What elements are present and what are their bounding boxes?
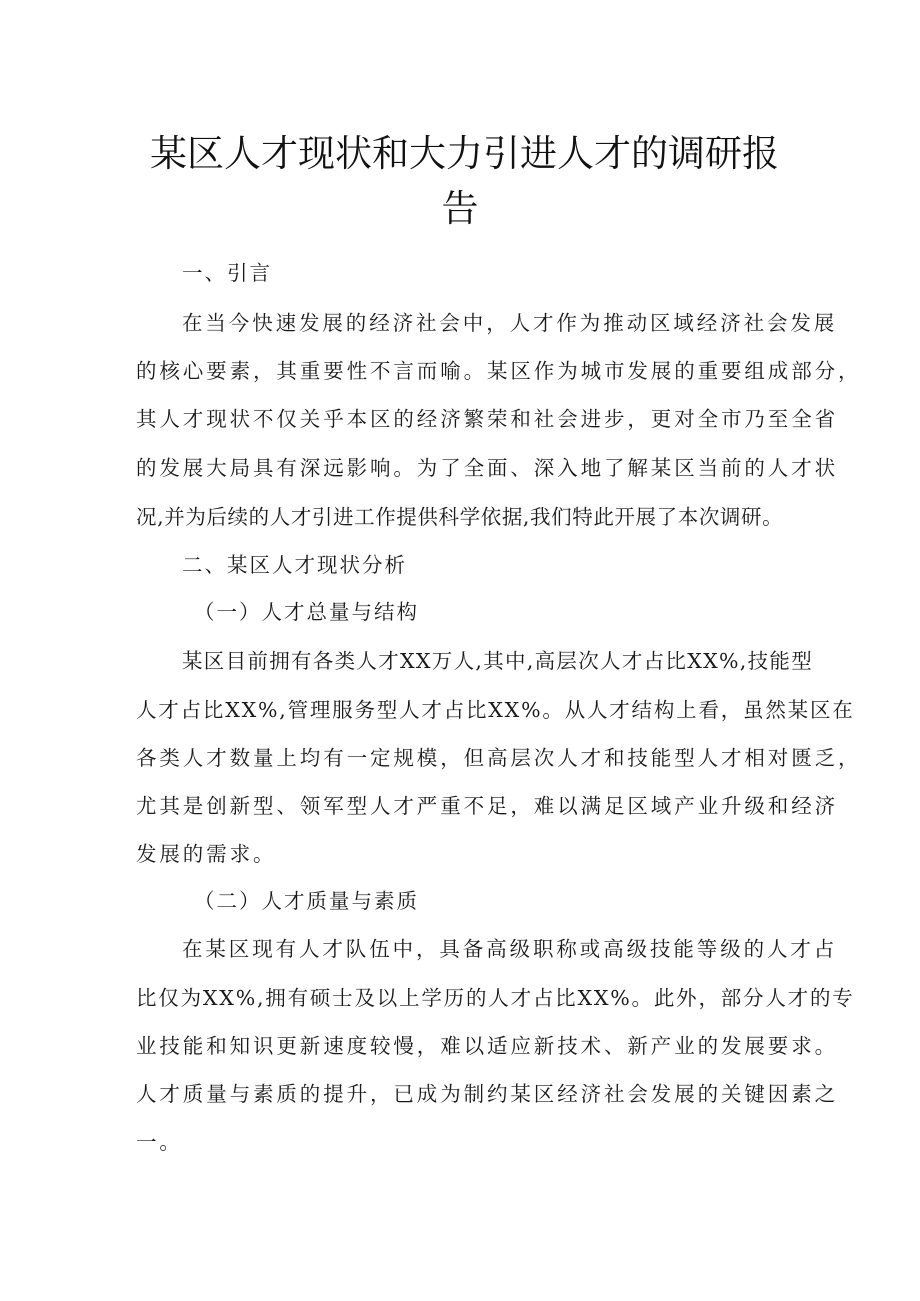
paragraph-line: 尤其是创新型、领军型人才严重不足，难以满足区域产业升级和经济	[136, 794, 838, 818]
section-heading-analysis: 二、某区人才现状分析	[182, 553, 407, 577]
paragraph-line: 某区目前拥有各类人才XX万人,其中,高层次人才占比XX%,技能型	[182, 649, 814, 673]
section-heading-introduction: 一、引言	[182, 261, 272, 285]
paragraph-line: 业技能和知识更新速度较慢，难以适应新技术、新产业的发展要求。	[136, 1034, 838, 1058]
paragraph-line: 比仅为XX%,拥有硕士及以上学历的人才占比XX%。此外，部分人才的专	[136, 986, 855, 1010]
paragraph-line: 人才占比XX%,管理服务型人才占比XX%。从人才结构上看，虽然某区在	[136, 698, 855, 722]
paragraph-line: 的发展大局具有深远影响。为了全面、深入地了解某区当前的人才状	[136, 456, 838, 480]
paragraph-line: 人才质量与素质的提升，已成为制约某区经济社会发展的关键因素之	[136, 1082, 838, 1106]
paragraph-line: 的核心要素，其重要性不言而喻。某区作为城市发展的重要组成部分，	[136, 359, 862, 383]
title-line-1: 某区人才现状和大力引进人才的调研报	[150, 132, 779, 175]
subsection-heading-total-structure: （一）人才总量与结构	[194, 600, 419, 624]
title-line-2: 告	[441, 187, 479, 230]
paragraph-line: 一。	[136, 1130, 183, 1154]
subsection-heading-quality: （二）人才质量与素质	[194, 889, 419, 913]
paragraph-line: 各类人才数量上均有一定规模，但高层次人才和技能型人才相对匮乏，	[136, 746, 862, 770]
paragraph-line: 在当今快速发展的经济社会中，人才作为推动区域经济社会发展	[182, 311, 838, 335]
paragraph-line: 其人才现状不仅关乎本区的经济繁荣和社会进步，更对全市乃至全省	[136, 407, 838, 431]
paragraph-line: 发展的需求。	[136, 842, 277, 866]
paragraph-line: 况,并为后续的人才引进工作提供科学依据,我们特此开展了本次调研。	[136, 505, 784, 529]
paragraph-line: 在某区现有人才队伍中，具备高级职称或高级技能等级的人才占	[182, 937, 838, 961]
document-title	[150, 126, 779, 236]
